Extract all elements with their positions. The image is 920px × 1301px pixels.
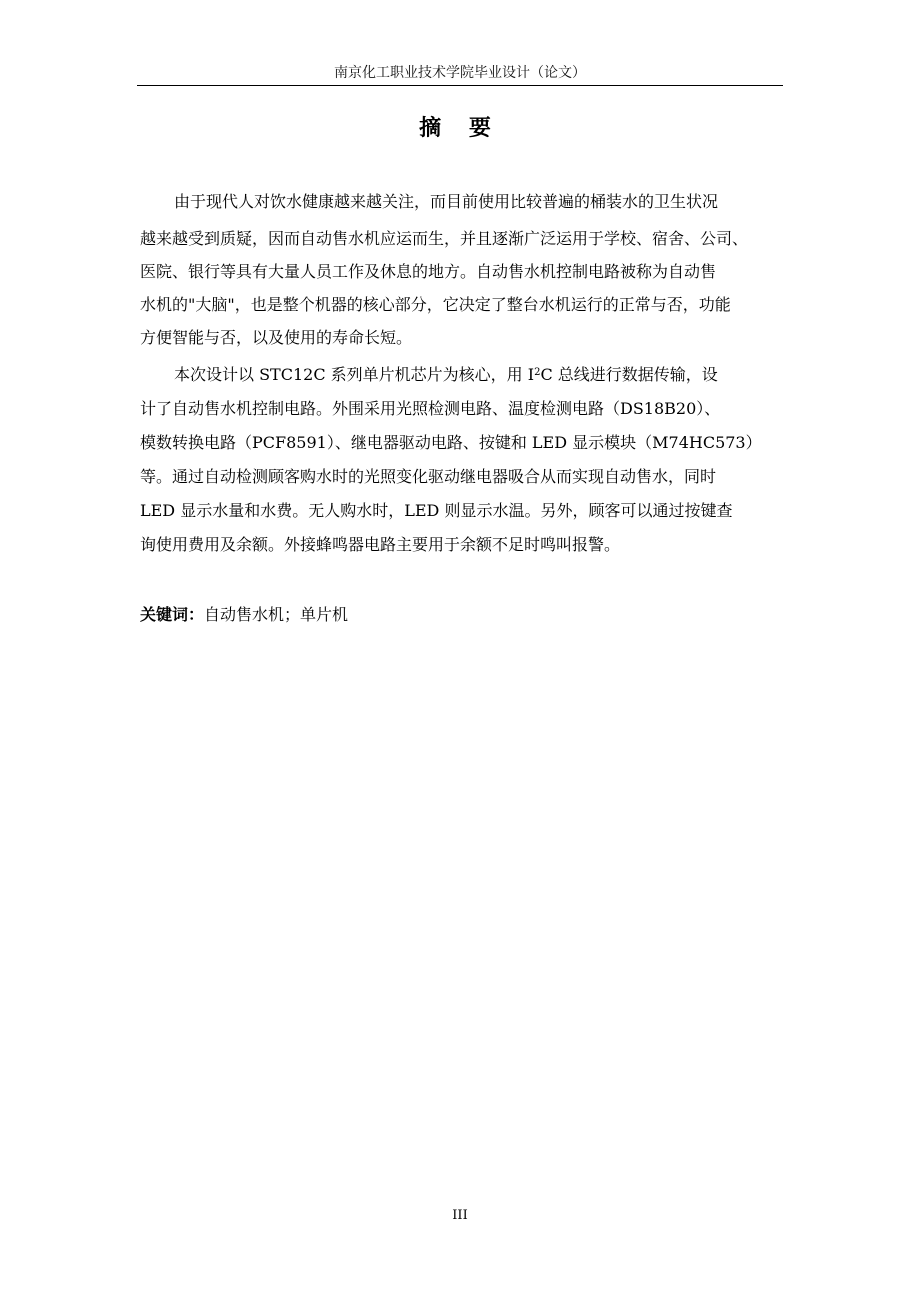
abstract-line: 计了自动售水机控制电路。外围采用光照检测电路、温度检测电路（DS18B20）、: [140, 399, 721, 418]
abstract-line-part: C 总线进行数据传输，设: [540, 365, 718, 384]
abstract-line: 询使用费用及余额。外接蜂鸣器电路主要用于余额不足时鸣叫报警。: [140, 535, 621, 554]
abstract-line: 水机的"大脑"，也是整个机器的核心部分，它决定了整台水机运行的正常与否，功能: [140, 295, 731, 314]
abstract-line: 方便智能与否，以及使用的寿命长短。: [140, 328, 413, 347]
keywords-label: 关键词：: [140, 605, 205, 624]
abstract-line: 医院、银行等具有大量人员工作及休息的地方。自动售水机控制电路被称为自动售: [140, 262, 717, 281]
abstract-line: 模数转换电路（PCF8591）、继电器驱动电路、按键和 LED 显示模块（M74HC573）: [140, 433, 762, 452]
header-divider: [137, 85, 783, 86]
page-number: III: [452, 1208, 468, 1223]
keywords-value: 自动售水机；单片机: [204, 605, 349, 624]
abstract-line: 由于现代人对饮水健康越来越关注，而目前使用比较普遍的桶装水的卫生状况: [174, 192, 719, 211]
abstract-line: 等。通过自动检测顾客购水时的光照变化驱动继电器吸合从而实现自动售水，同时: [140, 467, 717, 486]
abstract-line: [174, 364, 718, 386]
abstract-title: 摘 要: [419, 116, 501, 141]
keywords: [140, 604, 348, 626]
superscript-two: 2: [534, 367, 541, 378]
abstract-line-part: 本次设计以 STC12C 系列单片机芯片为核心，用 I: [174, 365, 535, 384]
page-header: 南京化工职业技术学院毕业设计（论文）: [334, 65, 586, 81]
abstract-line: 越来越受到质疑，因而自动售水机应运而生，并且逐渐广泛运用于学校、宿舍、公司、: [140, 229, 749, 248]
abstract-line: LED 显示水量和水费。无人购水时，LED 则显示水温。另外，顾客可以通过按键查: [140, 501, 733, 520]
